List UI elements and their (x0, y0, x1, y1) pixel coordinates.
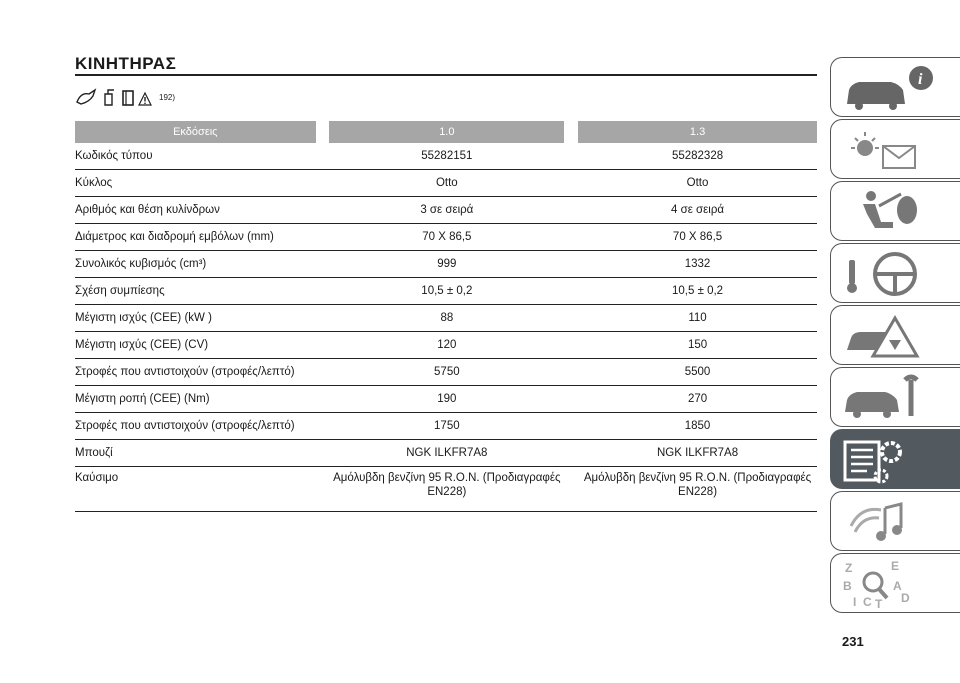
value-1-0: NGK ILKFR7A8 (329, 440, 564, 467)
book-icon (121, 88, 135, 106)
key-steering-wheel-icon (841, 248, 941, 300)
svg-text:B: B (843, 579, 852, 593)
value-1-3: 70 X 86,5 (578, 224, 817, 251)
value-1-0: 70 X 86,5 (329, 224, 564, 251)
value-1-3: Αμόλυβδη βενζίνη 95 R.O.N. (Προδιαγραφές EN228) (578, 467, 817, 512)
table-row (75, 359, 817, 386)
tab-maintenance[interactable] (830, 367, 960, 427)
value-1-0: 1750 (329, 413, 564, 440)
value-1-3: 55282328 (578, 143, 817, 170)
value-1-0: Otto (329, 170, 564, 197)
value-1-3: 4 σε σειρά (578, 197, 817, 224)
row-label: Στροφές που αντιστοιχούν (στροφές/λεπτό) (75, 359, 316, 386)
row-label: Μπουζί (75, 440, 316, 467)
value-1-3: NGK ILKFR7A8 (578, 440, 817, 467)
value-1-0: 999 (329, 251, 564, 278)
value-1-0: 55282151 (329, 143, 564, 170)
table-header-row (75, 121, 817, 143)
note-reference: 192) (159, 93, 176, 102)
table-row (75, 224, 817, 251)
value-1-0: 88 (329, 305, 564, 332)
row-label: Συνολικός κυβισμός (cm³) (75, 251, 316, 278)
row-label: Σχέση συμπίεσης (75, 278, 316, 305)
table-row (75, 332, 817, 359)
row-label: Κύκλος (75, 170, 316, 197)
page-number: 231 (842, 634, 864, 649)
table-row (75, 386, 817, 413)
warning-triangle-icon (138, 92, 152, 106)
multimedia-note-icon (841, 496, 941, 548)
row-label: Αριθμός και θέση κυλίνδρων (75, 197, 316, 224)
tab-multimedia[interactable] (830, 491, 960, 551)
tab-index[interactable] (830, 553, 960, 613)
table-row (75, 170, 817, 197)
value-1-3: 270 (578, 386, 817, 413)
value-1-0: 190 (329, 386, 564, 413)
header-1-0: 1.0 (329, 121, 564, 143)
page-title: ΚΙΝΗΤΗΡΑΣ (75, 54, 177, 73)
value-1-0: 5750 (329, 359, 564, 386)
value-1-0: 10,5 ± 0,2 (329, 278, 564, 305)
car-info-icon (841, 62, 941, 114)
tab-starting-driving[interactable] (830, 243, 960, 303)
airbag-seat-icon (841, 186, 941, 238)
value-1-3: 5500 (578, 359, 817, 386)
svg-text:I: I (853, 595, 857, 609)
car-maintenance-wrench-icon (841, 372, 941, 424)
table-row (75, 143, 817, 170)
row-label: Μέγιστη ισχύς (CEE) (CV) (75, 332, 316, 359)
table-row (75, 305, 817, 332)
svg-text:E: E (891, 559, 900, 573)
svg-text:T: T (875, 597, 883, 610)
row-label: Στροφές που αντιστοιχούν (στροφές/λεπτό) (75, 413, 316, 440)
value-1-0: Αμόλυβδη βενζίνη 95 R.O.N. (Προδιαγραφές EN228) (329, 467, 564, 512)
value-1-3: 110 (578, 305, 817, 332)
tab-emergency[interactable] (830, 305, 960, 365)
warning-light-message-icon (841, 124, 941, 176)
svg-text:C: C (863, 595, 872, 609)
technical-data-gear-icon (841, 434, 941, 486)
value-1-0: 3 σε σειρά (329, 197, 564, 224)
tab-technical-data[interactable] (830, 429, 960, 489)
value-1-3: 1332 (578, 251, 817, 278)
value-1-3: 150 (578, 332, 817, 359)
table-row (75, 467, 817, 512)
title-divider (75, 74, 817, 76)
svg-text:i: i (918, 71, 923, 88)
value-1-3: 10,5 ± 0,2 (578, 278, 817, 305)
header-1-3: 1.3 (578, 121, 817, 143)
svg-text:Z: Z (845, 561, 853, 575)
tab-car-info[interactable] (830, 57, 960, 117)
table-row (75, 197, 817, 224)
value-1-3: 1850 (578, 413, 817, 440)
value-1-3: Otto (578, 170, 817, 197)
svg-text:D: D (901, 591, 910, 605)
environment-hand-icon (75, 88, 99, 106)
oil-can-icon (102, 88, 118, 106)
row-label: Καύσιμο (75, 467, 316, 512)
row-label: Κωδικός τύπου (75, 143, 316, 170)
table-row (75, 413, 817, 440)
svg-text:A: A (893, 579, 902, 593)
table-row (75, 440, 817, 467)
value-1-0: 120 (329, 332, 564, 359)
table-row (75, 251, 817, 278)
tab-safety[interactable] (830, 181, 960, 241)
row-label: Μέγιστη ροπή (CEE) (Nm) (75, 386, 316, 413)
engine-spec-table (75, 121, 817, 512)
header-versions: Εκδόσεις (75, 121, 316, 143)
breakdown-warning-triangle-icon (841, 310, 941, 362)
alphabetical-index-icon (841, 558, 941, 610)
row-label: Διάμετρος και διαδρομή εμβόλων (mm) (75, 224, 316, 251)
table-row (75, 278, 817, 305)
tab-warning-lights[interactable] (830, 119, 960, 179)
note-icons (75, 84, 175, 106)
row-label: Μέγιστη ισχύς (CEE) (kW ) (75, 305, 316, 332)
